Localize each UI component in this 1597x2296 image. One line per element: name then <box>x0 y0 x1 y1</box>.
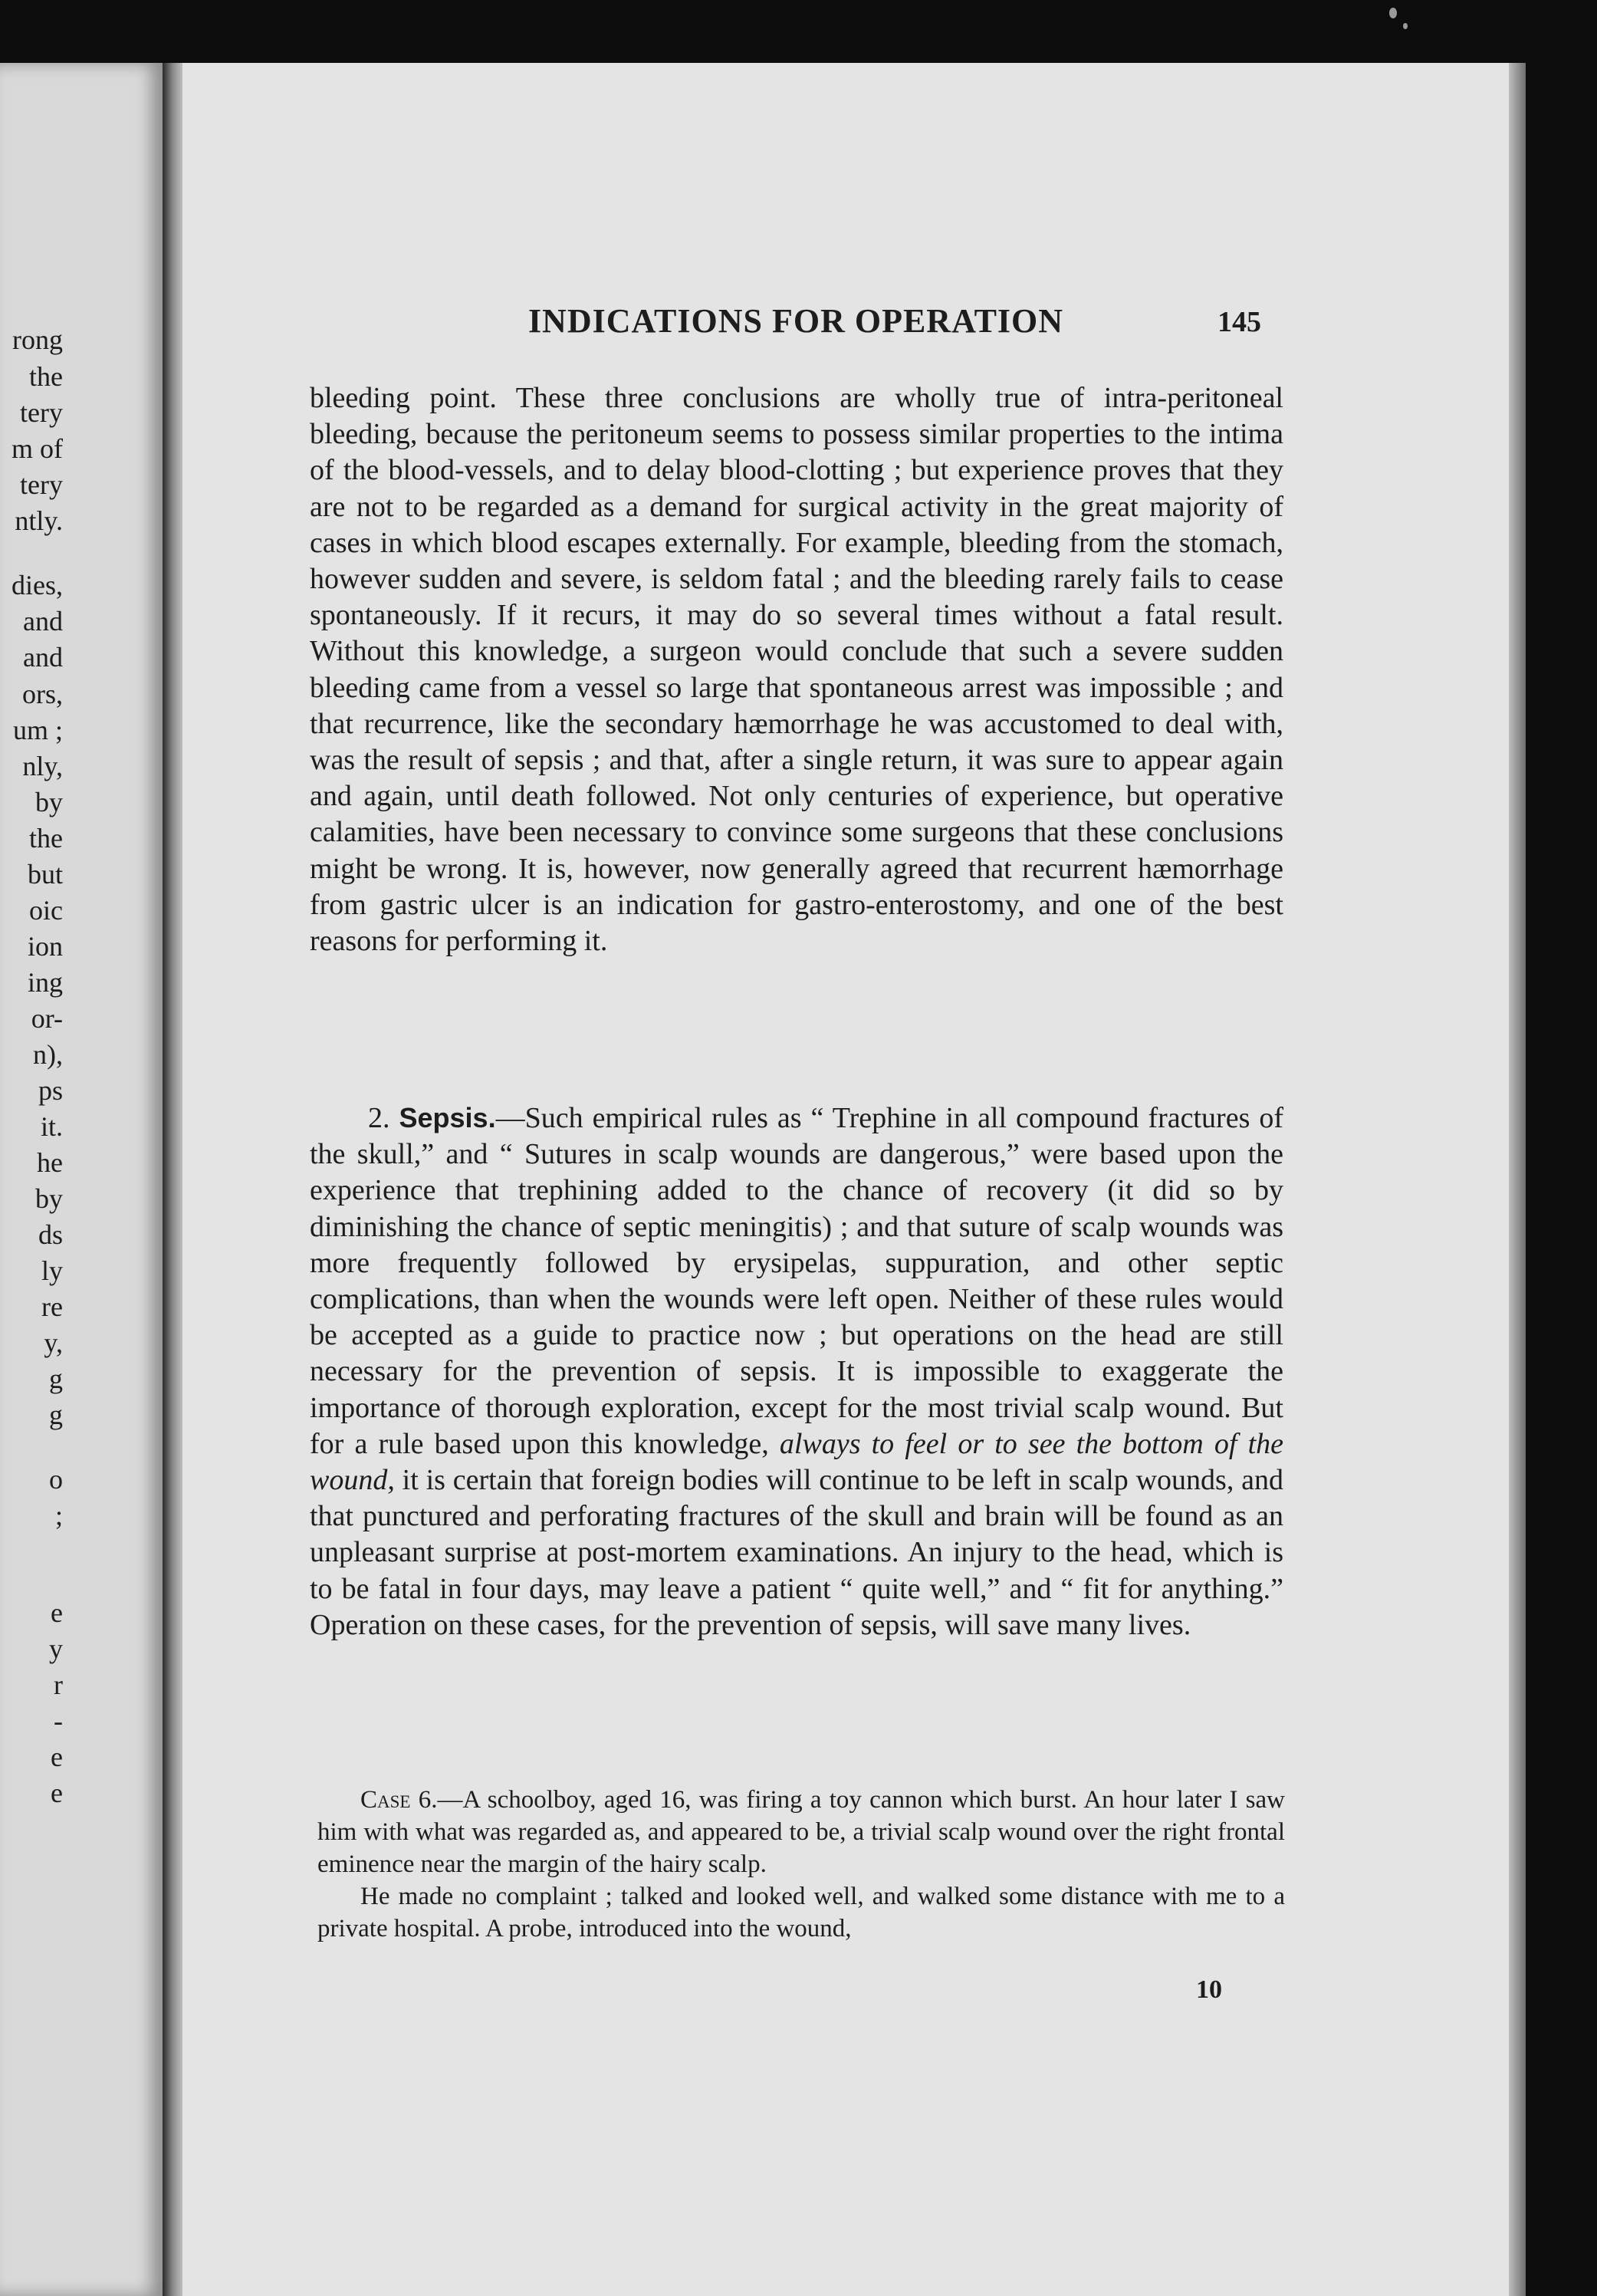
left-page-fragment: ps <box>38 1075 63 1106</box>
left-page <box>0 63 163 2296</box>
left-page-fragment: - <box>54 1706 63 1736</box>
left-page-fragment: m of <box>12 433 63 464</box>
case-report <box>317 1784 1285 1945</box>
left-page-fragment: y <box>49 1633 63 1664</box>
section-text-2: it is certain that foreign bodies will continue to be left in scalp wounds, and that punctured and perforating fractures of the skull and brain will be found as an unpleasant surprise at post-mortem examinations. An injury to the head, which is to be fatal in four days, may leave a patient “ quite well,” and “ fit for anything.” Operation on these cases, for the prevention of sepsis, will save many lives. <box>310 1464 1283 1641</box>
left-page-fragment: the <box>29 823 63 854</box>
left-page-fragment: but <box>27 859 63 890</box>
left-page-fragment: ors, <box>22 679 63 709</box>
signature-mark: 10 <box>1196 1975 1222 2004</box>
left-page-fragment: um ; <box>12 715 63 745</box>
left-page-fragment: e <box>51 1742 63 1772</box>
left-page-fragment: he <box>37 1147 63 1178</box>
left-page-fragment: it. <box>40 1111 63 1142</box>
left-page-fragment: nly, <box>22 751 63 781</box>
section-number: 2. <box>368 1102 390 1134</box>
left-page-fragment: ntly. <box>15 505 63 536</box>
left-page-fragment: n), <box>33 1039 63 1070</box>
left-page-fragment: and <box>23 642 63 673</box>
left-page-fragment: tery <box>20 397 63 428</box>
page-number: 145 <box>1217 306 1261 338</box>
left-page-fragment: o <box>49 1464 63 1495</box>
left-page-fragment: ing <box>27 967 63 998</box>
left-page-fragment: ; <box>54 1500 63 1531</box>
left-page-fragment: dies, <box>12 570 63 600</box>
left-page-fragment: and <box>23 606 63 636</box>
section-text-1: —Such empirical rules as “ Trephine in all compound fractures of the skull,” and “ Sutures in scalp wounds are dangerous,” were based upon the experience that trephining added to the chance of recovery (it did so by diminishing the chance of septic meningitis) ; and that suture of scalp wounds was more frequently followed by erysipelas, suppuration, and other septic complications, than when the wounds were left open. Neither of these rules would be accepted as a guide to practice now ; but operations on the head are still necessary for the prevention of sepsis. It is impossible to exaggerate the importance of thorough exploration, except for the most trivial scalp wound. But for a rule based upon this knowledge, <box>310 1102 1284 1460</box>
case-label: Case 6. <box>360 1786 438 1814</box>
left-page-fragment: the <box>29 361 63 392</box>
running-head: INDICATIONS FOR OPERATION <box>527 302 1064 340</box>
left-page-fragment: by <box>35 787 63 817</box>
left-page-fragment: ion <box>27 931 63 962</box>
case-text-1: —A schoolboy, aged 16, was firing a toy cannon which burst. An hour later I saw him with what was regarded as, and appeared to be, a trivial scalp wound over the right frontal eminence near the margin of the hairy scalp. <box>317 1786 1285 1878</box>
left-page-fragment: g <box>49 1363 63 1394</box>
left-page-fragment: tery <box>20 469 63 500</box>
paragraph-2 <box>310 1100 1283 1643</box>
case-paragraph-2: He made no complaint ; talked and looked well, and walked some distance with me to a private hospital. A probe, introduced into the wound, <box>317 1883 1285 1942</box>
left-page-fragment: e <box>51 1597 63 1628</box>
left-page-fragment: by <box>35 1183 63 1214</box>
section-italic-rule: always to feel or to see the bottom of the wound, <box>310 1427 1283 1497</box>
left-page-fragment: ly <box>41 1255 63 1286</box>
scan-speck <box>1389 8 1397 18</box>
left-page-fragment: g <box>49 1400 63 1430</box>
left-page-fragment: or- <box>31 1003 63 1034</box>
left-page-fragment: ds <box>38 1219 63 1250</box>
left-page-fragment: y, <box>44 1327 63 1358</box>
case-paragraph-1 <box>317 1784 1285 1880</box>
section-heading: Sepsis. <box>399 1102 496 1133</box>
left-page-fragment: rong <box>12 324 63 355</box>
left-page-fragment: r <box>54 1669 63 1700</box>
scan-speck <box>1403 23 1408 29</box>
paragraph-1: bleeding point. These three conclusions are wholly true of intra-peritoneal bleeding, because the peritoneum seems to possess similar properties to the intima of the blood-vessels, and to delay blood-clotting ; but experience proves that they are not to be regarded as a demand for surgical activity in the great majority of cases in which blood escapes externally. For example, bleeding from the stomach, however sudden and severe, is seldom fatal ; and the bleeding rarely fails to cease spontaneously. If it recurs, it may do so several times without a fatal result. Without this knowledge, a surgeon would conclude that such a severe sudden bleeding came from a vessel so large that spontaneous arrest was impossible ; and that recurrence, like the secondary hæmorrhage he was accustomed to deal with, was the result of sepsis ; and that, after a single return, it was sure to appear again and again, until death followed. Not only centuries of experience, but operative calamities, have been necessary to convince some surgeons that these conclusions might be wrong. It is, however, now generally agreed that recurrent hæmorrhage from gastric ulcer is an indication for gastro-enterostomy, and one of the best reasons for performing it. <box>310 382 1283 958</box>
left-page-fragment: re <box>41 1291 63 1322</box>
left-page-fragment: e <box>51 1778 63 1808</box>
page-edge <box>1509 63 1526 2296</box>
left-page-fragment: oic <box>29 895 63 926</box>
